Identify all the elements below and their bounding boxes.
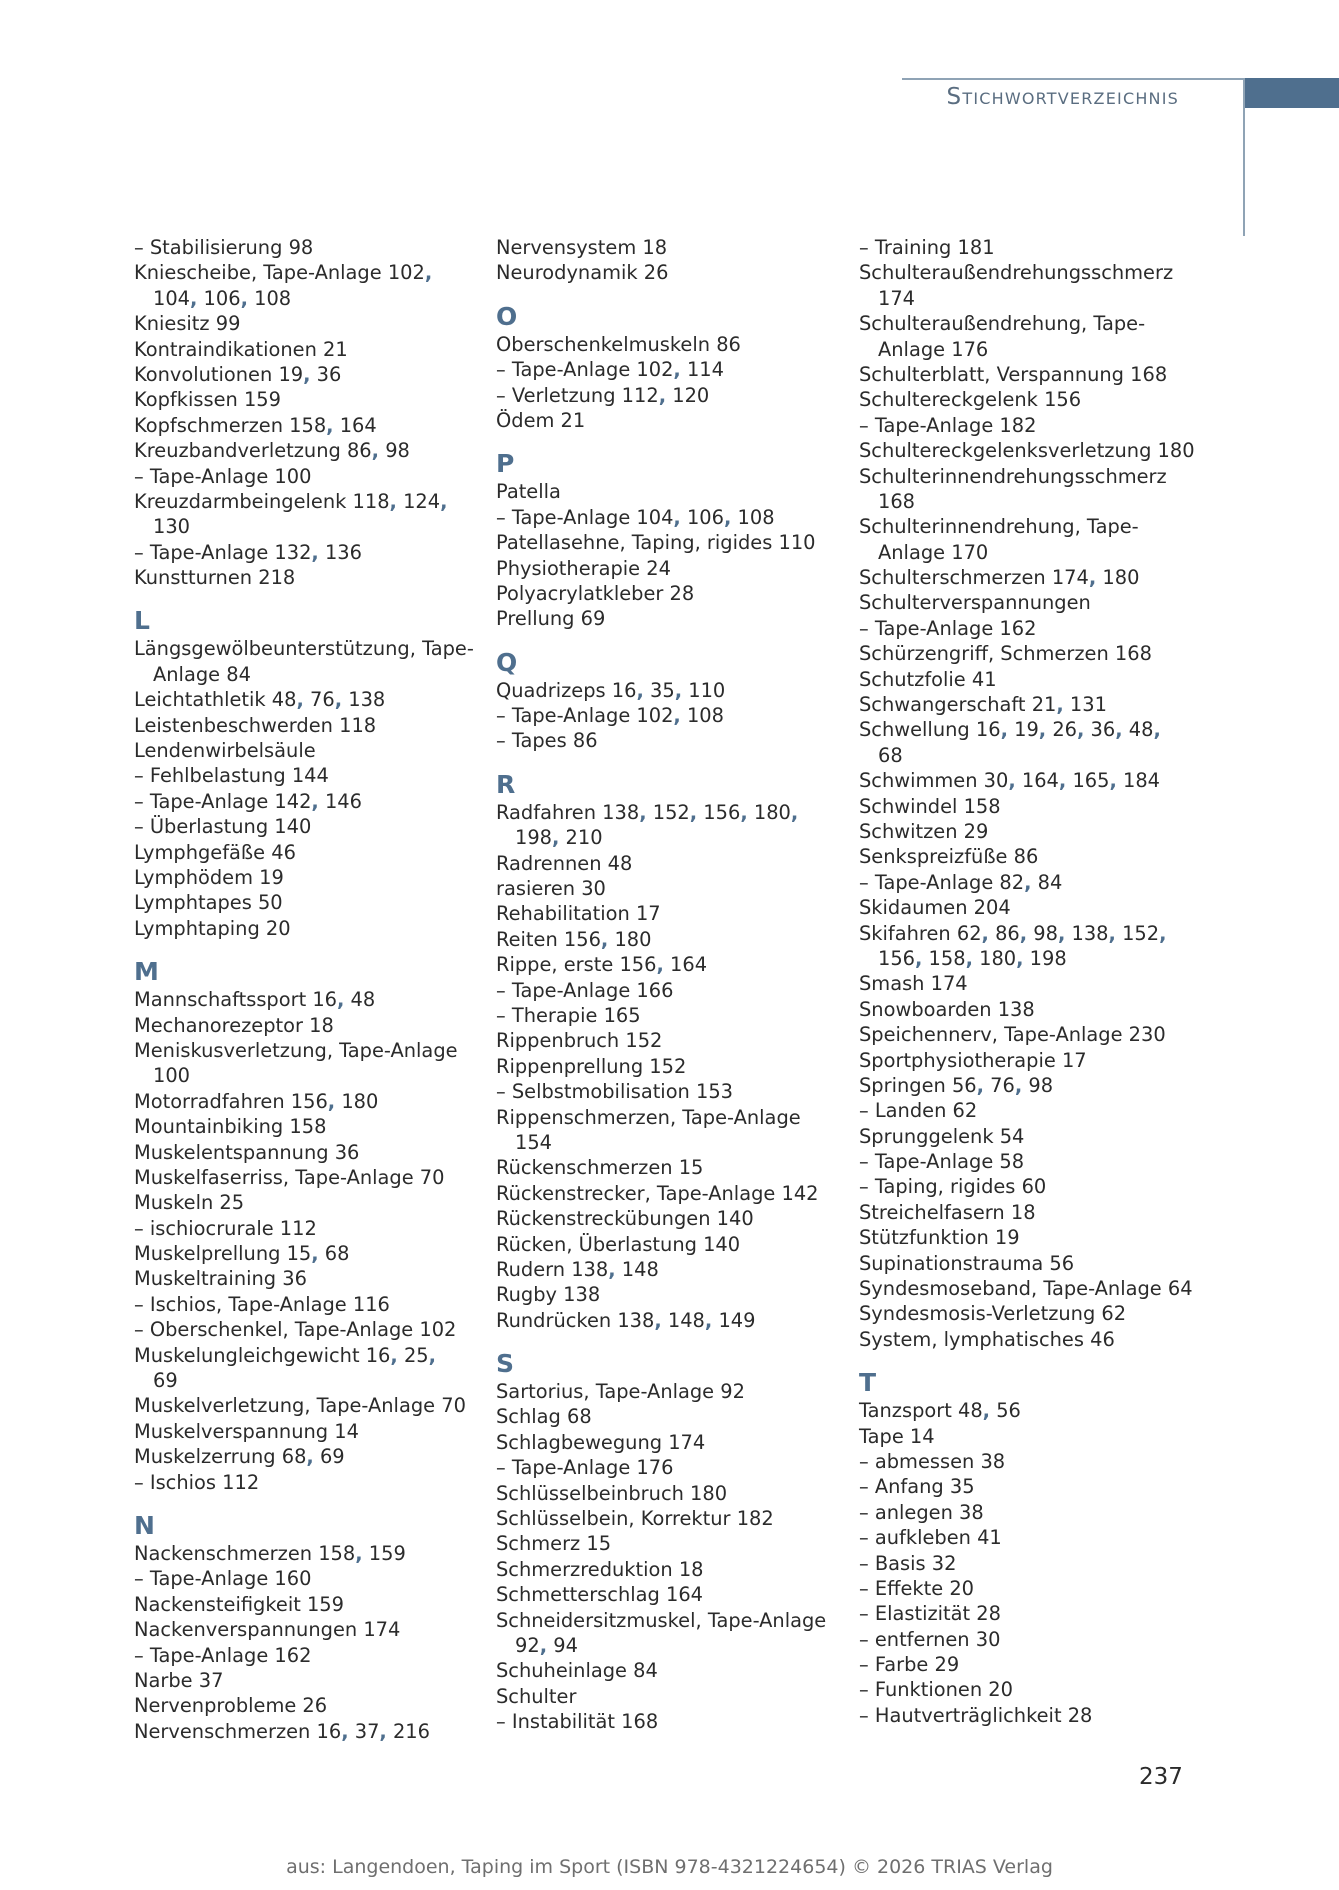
index-entry: Muskelprellung 15, 68: [134, 1242, 350, 1266]
index-entry: Neurodynamik 26: [496, 261, 669, 285]
index-entry: – Verletzung 112, 120: [496, 383, 710, 407]
index-entry: – Training 181: [859, 236, 995, 259]
index-entry: Rücken, Überlastung 140: [496, 1232, 741, 1256]
index-entry: Kniesitz 99: [134, 312, 241, 336]
index-entry: – Tape-Anlage 82, 84: [859, 870, 1063, 894]
index-entry: Physiotherapie 24: [496, 556, 671, 580]
index-entry: Ödem 21: [496, 408, 586, 432]
index-entry: – Tape-Anlage 176: [496, 1456, 674, 1480]
index-entry: Lymphödem 19: [134, 865, 284, 889]
index-entry: Nervenschmerzen 16, 37, 216: [134, 1719, 430, 1743]
index-entry: Muskelverletzung, Tape-Anlage 70: [134, 1394, 466, 1418]
index-entry: Schlagbewegung 174: [496, 1430, 706, 1454]
index-entry-continuation: 156, 158, 180, 198: [878, 946, 1067, 970]
index-entry: Schulterinnendrehungsschmerz: [859, 464, 1167, 488]
index-entry: Nervensystem 18: [496, 236, 668, 259]
page-number: 237: [1139, 1764, 1183, 1790]
index-entry: – Ischios, Tape-Anlage 116: [134, 1292, 390, 1316]
index-letter-heading: T: [859, 1368, 877, 1398]
index-entry: Rundrücken 138, 148, 149: [496, 1308, 756, 1332]
header-tab-marker: [1245, 78, 1339, 108]
index-entry: – Effekte 20: [859, 1576, 974, 1600]
index-entry: Rückenschmerzen 15: [496, 1156, 704, 1180]
index-entry: – Instabilität 168: [496, 1710, 659, 1734]
index-entry: Leistenbeschwerden 118: [134, 713, 377, 737]
index-entry-continuation: 174: [878, 286, 916, 310]
index-entry-continuation: 198, 210: [515, 826, 603, 850]
index-entry: Schwimmen 30, 164, 165, 184: [859, 769, 1161, 793]
index-entry: Schwellung 16, 19, 26, 36, 48,: [859, 718, 1161, 742]
index-entry: Kniescheibe, Tape-Anlage 102,: [134, 261, 433, 285]
index-entry: Schmerzreduktion 18: [496, 1557, 704, 1581]
index-entry: – Stabilisierung 98: [134, 236, 314, 259]
index-entry: Smash 174: [859, 972, 968, 996]
index-entry-continuation: 68: [878, 743, 903, 767]
index-entry: – abmessen 38: [859, 1449, 1006, 1473]
index-entry: – Farbe 29: [859, 1653, 960, 1677]
index-entry-continuation: 100: [153, 1064, 191, 1088]
index-entry: Kontraindikationen 21: [134, 337, 348, 361]
index-entry: Schulteraußendrehungsschmerz: [859, 261, 1174, 285]
index-entry: Muskelfaserriss, Tape-Anlage 70: [134, 1165, 445, 1189]
index-letter-heading: M: [134, 957, 159, 987]
index-entry: Mannschaftssport 16, 48: [134, 988, 376, 1012]
index-entry: – Anfang 35: [859, 1475, 975, 1499]
index-entry: Längsgewölbeunterstützung, Tape-: [134, 637, 474, 661]
index-entry: Kreuzdarmbeingelenk 118, 124,: [134, 489, 448, 513]
index-entry: – Elastizität 28: [859, 1602, 1001, 1626]
index-column-3: [859, 235, 1199, 1728]
index-entry: Rippenschmerzen, Tape-Anlage: [496, 1105, 801, 1129]
index-entry: Tanzsport 48, 56: [859, 1399, 1021, 1423]
index-entry: Schulterverspannungen: [859, 591, 1091, 615]
index-entry: Rippenprellung 152: [496, 1054, 687, 1078]
index-entry: Kopfschmerzen 158, 164: [134, 413, 377, 437]
header-rule: [902, 78, 1244, 80]
index-entry: Schlüsselbeinbruch 180: [496, 1481, 728, 1505]
index-entry: – Tape-Anlage 102, 114: [496, 358, 724, 382]
index-entry: Speichennerv, Tape-Anlage 230: [859, 1023, 1166, 1047]
index-entry: – Tape-Anlage 162: [859, 616, 1037, 640]
index-entry-continuation: 130: [153, 515, 191, 539]
index-entry: Lymphtaping 20: [134, 916, 291, 940]
index-entry: Radrennen 48: [496, 851, 633, 875]
index-entry: – entfernen 30: [859, 1627, 1001, 1651]
index-entry: Leichtathletik 48, 76, 138: [134, 688, 386, 712]
index-entry: Tape 14: [859, 1424, 935, 1448]
index-column-2: [496, 235, 836, 1735]
index-entry: – Fehlbelastung 144: [134, 764, 329, 788]
index-entry: Patella: [496, 480, 561, 504]
index-entry: Kreuzbandverletzung 86, 98: [134, 439, 410, 463]
index-entry: Prellung 69: [496, 607, 606, 631]
index-entry: Schulterinnendrehung, Tape-: [859, 515, 1139, 539]
index-entry: – Tape-Anlage 100: [134, 464, 312, 488]
index-entry: Patellasehne, Taping, rigides 110: [496, 531, 816, 555]
index-entry: Lymphgefäße 46: [134, 840, 296, 864]
index-entry: Mountainbiking 158: [134, 1115, 327, 1139]
index-entry: – Tape-Anlage 132, 136: [134, 540, 362, 564]
index-entry: Schwitzen 29: [859, 819, 989, 843]
index-entry: – Tapes 86: [496, 729, 598, 753]
index-entry: Schutzfolie 41: [859, 667, 997, 691]
index-entry: Nackensteifigkeit 159: [134, 1592, 344, 1616]
index-entry: – Landen 62: [859, 1099, 978, 1123]
index-entry-continuation: Anlage 170: [878, 540, 989, 564]
index-entry: Snowboarden 138: [859, 997, 1035, 1021]
index-entry: – Ischios 112: [134, 1470, 260, 1494]
index-letter-heading: L: [134, 606, 150, 636]
index-entry: Rückenstreckübungen 140: [496, 1207, 754, 1231]
index-entry: Sprunggelenk 54: [859, 1124, 1025, 1148]
index-entry: Lendenwirbelsäule: [134, 739, 316, 763]
index-entry: – aufkleben 41: [859, 1526, 1002, 1550]
index-entry: – Tape-Anlage 58: [859, 1150, 1025, 1174]
index-entry: Rippenbruch 152: [496, 1029, 663, 1053]
index-entry: Schlag 68: [496, 1405, 592, 1429]
index-entry: Springen 56, 76, 98: [859, 1073, 1054, 1097]
index-entry: Schwindel 158: [859, 794, 1001, 818]
index-entry: Konvolutionen 19, 36: [134, 362, 342, 386]
index-entry: Oberschenkelmuskeln 86: [496, 332, 741, 356]
index-letter-heading: P: [496, 449, 515, 479]
index-entry: Schürzengriff, Schmerzen 168: [859, 642, 1152, 666]
index-entry: Streichelfasern 18: [859, 1200, 1036, 1224]
index-entry: – Taping, rigides 60: [859, 1175, 1047, 1199]
index-entry: Nackenschmerzen 158, 159: [134, 1541, 406, 1565]
index-entry: rasieren 30: [496, 877, 606, 901]
index-entry: Schultereckgelenk 156: [859, 388, 1082, 412]
index-entry: Skidaumen 204: [859, 896, 1011, 920]
index-entry: – Tape-Anlage 102, 108: [496, 704, 724, 728]
index-entry: Rückenstrecker, Tape-Anlage 142: [496, 1181, 819, 1205]
index-entry: – Tape-Anlage 162: [134, 1643, 312, 1667]
index-entry: – Tape-Anlage 142, 146: [134, 789, 362, 813]
index-entry: – ischiocrurale 112: [134, 1216, 317, 1240]
index-entry: – Oberschenkel, Tape-Anlage 102: [134, 1318, 457, 1342]
index-entry: Nervenprobleme 26: [134, 1694, 328, 1718]
index-entry: – Überlastung 140: [134, 815, 312, 839]
index-entry: Schneidersitzmuskel, Tape-Anlage: [496, 1608, 827, 1632]
index-entry: Quadrizeps 16, 35, 110: [496, 678, 726, 702]
index-entry: Muskelungleichgewicht 16, 25,: [134, 1343, 436, 1367]
index-entry: Muskeltraining 36: [134, 1267, 307, 1291]
index-entry: Kopfkissen 159: [134, 388, 281, 412]
index-entry: Sartorius, Tape-Anlage 92: [496, 1380, 745, 1404]
index-entry: – Funktionen 20: [859, 1678, 1013, 1702]
index-entry: – Tape-Anlage 104, 106, 108: [496, 505, 775, 529]
index-entry: Stützfunktion 19: [859, 1226, 1020, 1250]
index-entry: Radfahren 138, 152, 156, 180,: [496, 800, 799, 824]
index-entry: System, lymphatisches 46: [859, 1327, 1115, 1351]
index-entry: Rugby 138: [496, 1283, 601, 1307]
index-entry-continuation: Anlage 176: [878, 337, 989, 361]
index-entry: Mechanorezeptor 18: [134, 1013, 334, 1037]
index-entry: Schulteraußendrehung, Tape-: [859, 312, 1146, 336]
index-column-1: [134, 235, 474, 1744]
index-entry-continuation: 92, 94: [515, 1633, 578, 1657]
index-entry: Supinationstrauma 56: [859, 1251, 1075, 1275]
index-entry: Muskelentspannung 36: [134, 1140, 360, 1164]
index-entry-continuation: 104, 106, 108: [153, 286, 292, 310]
index-entry: Rippe, erste 156, 164: [496, 953, 708, 977]
index-entry: Muskeln 25: [134, 1191, 245, 1215]
index-entry: – Hautverträglichkeit 28: [859, 1703, 1093, 1727]
index-entry-continuation: 168: [878, 489, 916, 513]
section-title: Stichwortverzeichnis: [946, 84, 1179, 110]
index-entry-continuation: 69: [153, 1369, 178, 1393]
index-entry: Syndesmosis-Verletzung 62: [859, 1302, 1127, 1326]
index-entry: Rudern 138, 148: [496, 1257, 659, 1281]
index-entry: Schulter: [496, 1684, 577, 1708]
index-entry: Lymphtapes 50: [134, 891, 283, 915]
index-entry: – Basis 32: [859, 1551, 957, 1575]
index-entry: Syndesmoseband, Tape-Anlage 64: [859, 1277, 1193, 1301]
index-entry: Schulterschmerzen 174, 180: [859, 566, 1140, 590]
index-entry: Motorradfahren 156, 180: [134, 1089, 379, 1113]
index-entry: Muskelzerrung 68, 69: [134, 1445, 345, 1469]
index-entry: Schwangerschaft 21, 131: [859, 693, 1107, 717]
index-entry: Narbe 37: [134, 1668, 224, 1692]
index-entry: Schlüsselbein, Korrektur 182: [496, 1507, 774, 1531]
index-entry: Rehabilitation 17: [496, 902, 661, 926]
index-entry: Schmerz 15: [496, 1532, 612, 1556]
index-entry: Schuheinlage 84: [496, 1659, 658, 1683]
index-entry: Muskelverspannung 14: [134, 1419, 359, 1443]
index-entry: Schmetterschlag 164: [496, 1583, 703, 1607]
index-entry: – anlegen 38: [859, 1500, 984, 1524]
footer-source-note: aus: Langendoen, Taping im Sport (ISBN 978-4321224654) © 2026 TRIAS Verlag: [286, 1856, 1053, 1878]
index-letter-heading: N: [134, 1510, 155, 1540]
index-entry: Kunstturnen 218: [134, 566, 296, 590]
index-entry: Skifahren 62, 86, 98, 138, 152,: [859, 921, 1167, 945]
index-entry: – Tape-Anlage 182: [859, 413, 1037, 437]
index-entry: Senkspreizfüße 86: [859, 845, 1039, 869]
index-entry: Sportphysiotherapie 17: [859, 1048, 1087, 1072]
index-letter-heading: Q: [496, 647, 518, 677]
index-letter-heading: S: [496, 1349, 515, 1379]
index-entry-continuation: Anlage 84: [153, 662, 251, 686]
index-entry: – Tape-Anlage 160: [134, 1567, 312, 1591]
index-entry: – Therapie 165: [496, 1003, 641, 1027]
index-entry: Polyacrylatkleber 28: [496, 581, 695, 605]
index-entry: Nackenverspannungen 174: [134, 1618, 401, 1642]
index-entry: – Tape-Anlage 166: [496, 978, 674, 1002]
index-entry: Meniskusverletzung, Tape-Anlage: [134, 1038, 458, 1062]
index-entry: – Selbstmobilisation 153: [496, 1080, 734, 1104]
index-letter-heading: R: [496, 769, 516, 799]
index-letter-heading: O: [496, 301, 518, 331]
index-entry: Reiten 156, 180: [496, 927, 652, 951]
index-entry: Schulterblatt, Verspannung 168: [859, 362, 1168, 386]
index-entry-continuation: 154: [515, 1130, 553, 1154]
index-entry: Schultereckgelenksverletzung 180: [859, 439, 1195, 463]
